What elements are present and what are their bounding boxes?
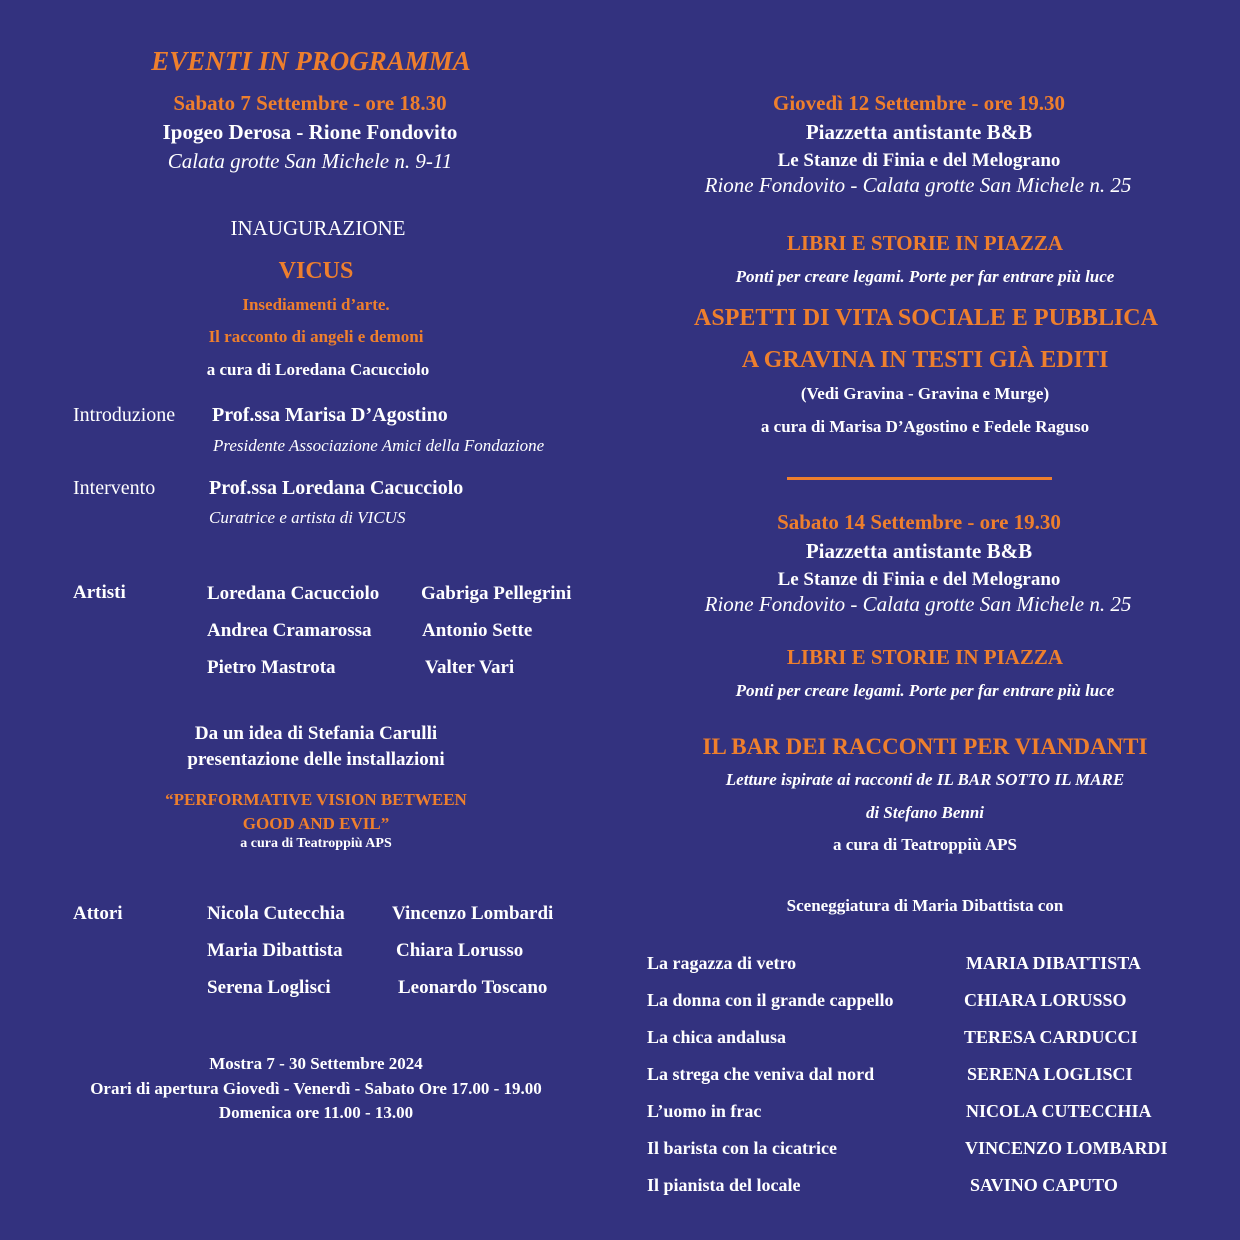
cast-actor: CHIARA LORUSSO	[964, 990, 1127, 1010]
show-title: IL BAR DEI RACCONTI PER VIANDANTI	[702, 734, 1148, 759]
actor-name: Vincenzo Lombardi	[392, 903, 554, 924]
performative-title-1: “PERFORMATIVE VISION BETWEEN	[165, 790, 467, 809]
event2-topic-1: ASPETTI DI VITA SOCIALE E PUBBLICA	[694, 305, 1158, 331]
event1-venue: Ipogeo Derosa - Rione Fondovito	[162, 120, 458, 144]
cast-actor: NICOLA CUTECCHIA	[966, 1101, 1152, 1121]
actor-name: Serena Loglisci	[207, 977, 331, 998]
cast-role: La strega che veniva dal nord	[647, 1064, 875, 1084]
vicus-curated-by: a cura di Loredana Cacucciolo	[206, 360, 430, 379]
intro-role: Presidente Associazione Amici della Fondazione	[213, 436, 545, 455]
show-curated-by: a cura di Teatroppiù APS	[833, 835, 1017, 854]
event2-tagline: Ponti per creare legami. Porte per far entrare più luce	[735, 267, 1115, 286]
event3-address: Rione Fondovito - Calata grotte San Michele n. 25	[704, 592, 1132, 616]
vicus-subtitle-2: Il racconto di angeli e demoni	[208, 327, 424, 346]
cast-role: La donna con il grande cappello	[647, 990, 894, 1010]
event1-date: Sabato 7 Settembre - ore 18.30	[173, 91, 447, 115]
actor-name: Nicola Cutecchia	[207, 903, 345, 924]
intervento-role: Curatrice e artista di VICUS	[209, 508, 406, 527]
event2-venue-1: Piazzetta antistante B&B	[805, 120, 1033, 144]
cast-actor: MARIA DIBATTISTA	[966, 953, 1141, 973]
idea-line-1: Da un idea di Stefania Carulli	[194, 723, 438, 744]
artist-name: Loredana Cacucciolo	[207, 583, 380, 604]
event3-venue-2: Le Stanze di Finia e del Melograno	[777, 569, 1061, 590]
section-divider	[787, 477, 1052, 480]
artist-name: Andrea Cramarossa	[207, 620, 372, 641]
event3-tagline: Ponti per creare legami. Porte per far entrare più luce	[735, 681, 1115, 700]
event2-topic-2: A GRAVINA IN TESTI GIÀ EDITI	[741, 347, 1109, 373]
show-description-1: Letture ispirate ai racconti de IL BAR SOTTO IL MARE	[725, 770, 1125, 789]
intervento-name: Prof.ssa Loredana Cacucciolo	[209, 477, 464, 499]
cast-role: La chica andalusa	[647, 1027, 787, 1047]
intro-label: Introduzione	[73, 404, 176, 426]
sunday-hours: Domenica ore 11.00 - 13.00	[218, 1103, 414, 1122]
performative-title-2: GOOD AND EVIL”	[242, 814, 390, 833]
exhibition-dates: Mostra 7 - 30 Settembre 2024	[209, 1054, 423, 1073]
program-heading: EVENTI IN PROGRAMMA	[151, 46, 471, 76]
event2-note: (Vedi Gravina - Gravina e Murge)	[800, 384, 1050, 403]
cast-actor: SERENA LOGLISCI	[967, 1064, 1133, 1084]
cast-role: L’uomo in frac	[647, 1101, 762, 1121]
cast-actor: SAVINO CAPUTO	[970, 1175, 1118, 1195]
actor-name: Chiara Lorusso	[396, 940, 524, 961]
artist-name: Valter Vari	[425, 657, 515, 678]
cast-role: Il pianista del locale	[647, 1175, 801, 1195]
artists-label: Artisti	[73, 582, 126, 603]
script-by: Sceneggiatura di Maria Dibattista con	[786, 896, 1064, 915]
actors-label: Attori	[73, 903, 123, 924]
idea-line-2: presentazione delle installazioni	[187, 749, 445, 770]
event3-date: Sabato 14 Settembre - ore 19.30	[777, 510, 1061, 534]
intervento-label: Intervento	[73, 477, 156, 499]
performative-curated-by: a cura di Teatroppiù APS	[240, 836, 392, 851]
cast-actor: TERESA CARDUCCI	[964, 1027, 1138, 1047]
artist-name: Antonio Sette	[422, 620, 533, 641]
inauguration-label: INAUGURAZIONE	[230, 216, 406, 240]
cast-role: Il barista con la cicatrice	[647, 1138, 837, 1158]
artist-name: Pietro Mastrota	[207, 657, 336, 678]
event1-address: Calata grotte San Michele n. 9-11	[167, 149, 453, 173]
actor-name: Maria Dibattista	[207, 940, 343, 961]
event2-title: LIBRI E STORIE IN PIAZZA	[786, 231, 1064, 255]
event2-curated-by: a cura di Marisa D’Agostino e Fedele Raguso	[760, 417, 1090, 436]
event3-title: LIBRI E STORIE IN PIAZZA	[786, 645, 1064, 669]
intro-name: Prof.ssa Marisa D’Agostino	[212, 404, 448, 426]
actor-name: Leonardo Toscano	[398, 977, 548, 998]
opening-hours: Orari di apertura Giovedì - Venerdì - Sabato Ore 17.00 - 19.00	[90, 1079, 542, 1098]
vicus-title: VICUS	[278, 258, 354, 284]
artist-name: Gabriga Pellegrini	[421, 583, 572, 604]
vicus-subtitle-1: Insediamenti d’arte.	[242, 295, 390, 314]
event2-venue-2: Le Stanze di Finia e del Melograno	[777, 150, 1061, 171]
event2-date: Giovedì 12 Settembre - ore 19.30	[772, 91, 1066, 115]
event3-venue-1: Piazzetta antistante B&B	[805, 539, 1033, 563]
event2-address: Rione Fondovito - Calata grotte San Michele n. 25	[704, 173, 1132, 197]
cast-role: La ragazza di vetro	[647, 953, 797, 973]
show-description-2: di Stefano Benni	[865, 803, 985, 822]
cast-actor: VINCENZO LOMBARDI	[965, 1138, 1168, 1158]
right-column	[620, 0, 1240, 1240]
